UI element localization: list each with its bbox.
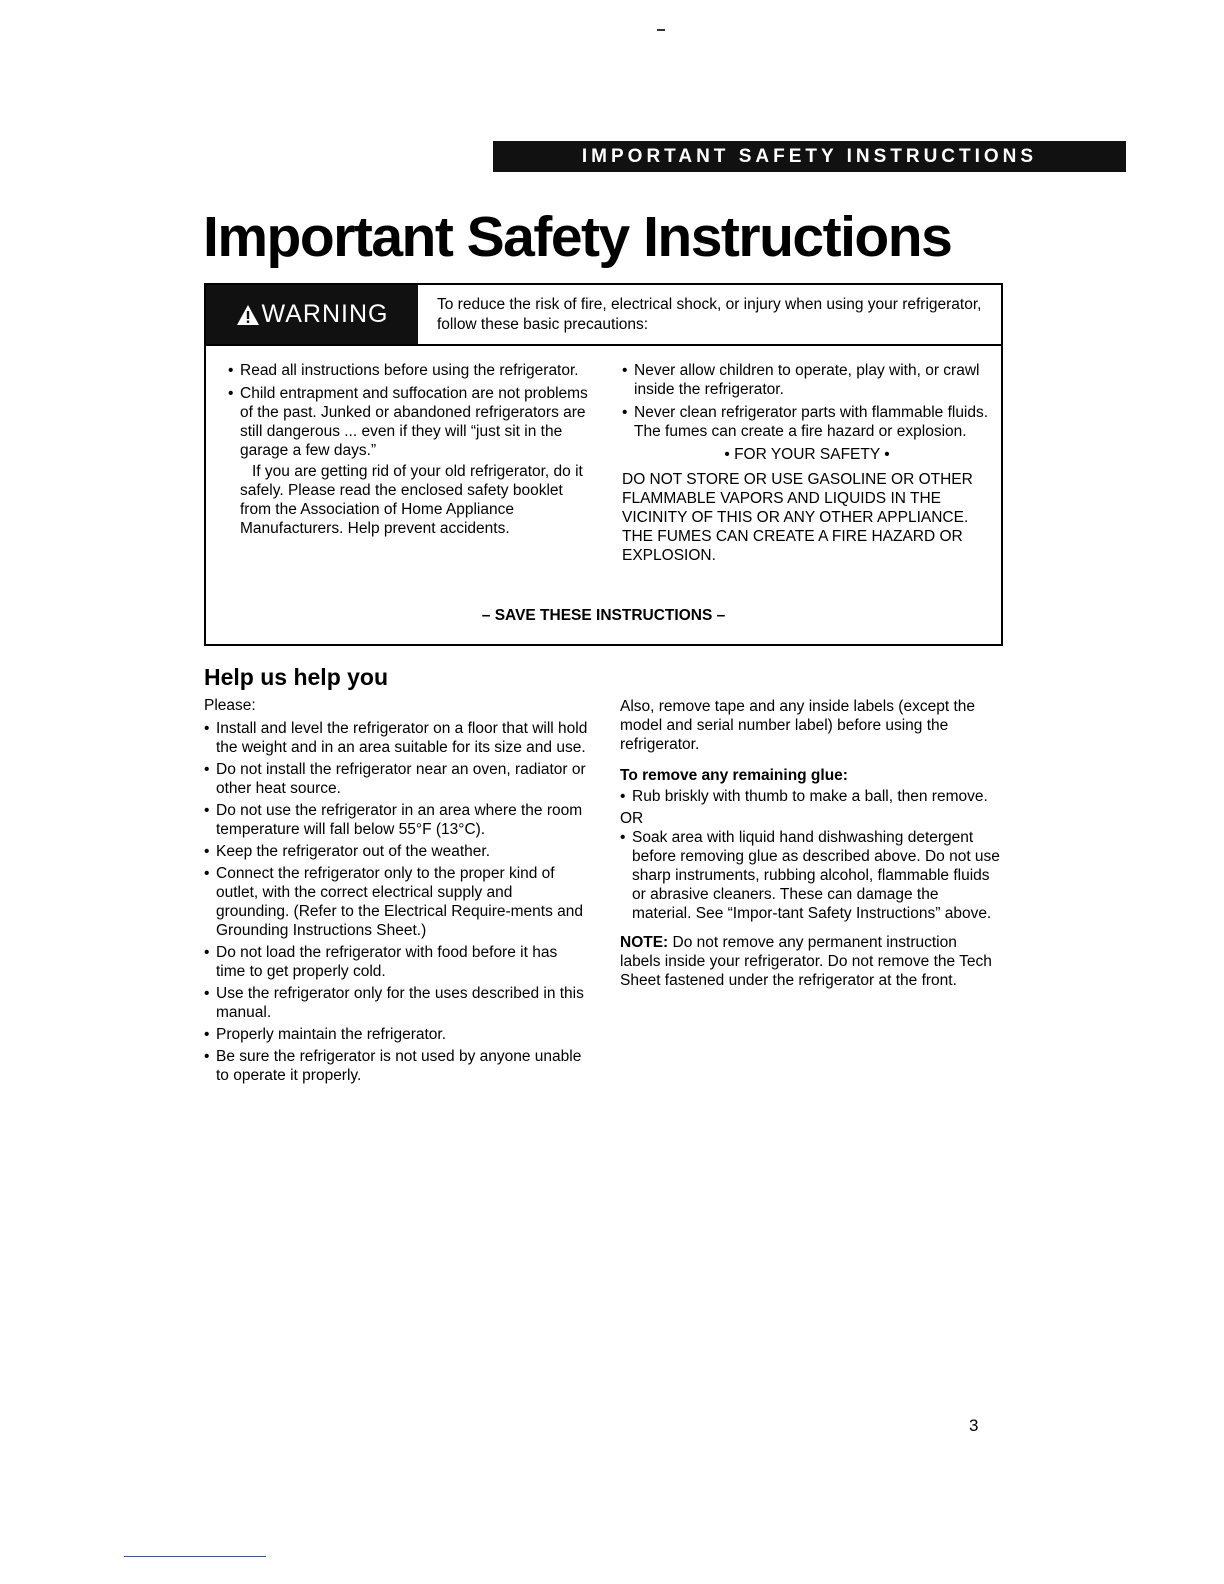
bullet-icon: •	[204, 843, 210, 860]
note-text: Do not remove any permanent instruction labels inside your refrigerator. Do not remove the Tech Sheet fastened under the refrigerator at the front.	[620, 934, 992, 989]
note-label: NOTE:	[620, 934, 669, 951]
bullet-icon: •	[228, 362, 234, 379]
list-item: • Rub briskly with thumb to make a ball, then remove.	[620, 788, 988, 805]
glue-heading: To remove any remaining glue:	[620, 767, 848, 784]
warning-triangle-icon	[236, 304, 260, 326]
list-item: • Install and level the refrigerator on a floor that will hold the weight and in an area suitable for its size and use.	[204, 720, 588, 756]
warning-intro: To reduce the risk of fire, electrical shock, or injury when using your refrigerator, follow these basic precautions:	[437, 296, 982, 333]
bullet-icon: •	[204, 802, 210, 819]
safety-heading: • FOR YOUR SAFETY •	[724, 446, 890, 463]
please-label: Please:	[204, 697, 256, 714]
list-item: • Never allow children to operate, play with, or crawl inside the refrigerator.	[622, 362, 980, 398]
bullet-icon: •	[622, 404, 628, 421]
help-left-column	[204, 696, 589, 1088]
bullet-icon: •	[204, 944, 210, 961]
bullet-icon: •	[204, 761, 210, 778]
list-item: • Connect the refrigerator only to the proper kind of outlet, with the correct electrical supply and grounding. (Refer to the Electrical Require-ments and Grounding Instructions Sheet.)	[204, 865, 584, 939]
list-item: • Use the refrigerator only for the uses described in this manual.	[204, 985, 584, 1021]
section-banner: IMPORTANT SAFETY INSTRUCTIONS	[493, 141, 1126, 172]
warning-box	[204, 283, 1003, 646]
list-item: • Child entrapment and suffocation are not problems of the past. Junked or abandoned refrigerators are still dangerous ... even if they will “just sit in the garage a few days.”	[228, 385, 588, 459]
bullet-icon: •	[204, 720, 210, 737]
warning-label-text: WARNING	[261, 300, 389, 328]
list-item: • Properly maintain the refrigerator.	[204, 1026, 447, 1043]
warning-header	[206, 285, 1001, 346]
bullet-icon: •	[204, 1026, 210, 1043]
remove-labels-paragraph: Also, remove tape and any inside labels (except the model and serial number label) before using the refrigerator.	[620, 698, 975, 753]
footer-rule	[124, 1556, 266, 1557]
warning-right-column	[622, 361, 992, 565]
bullet-icon: •	[620, 829, 626, 846]
bullet-icon: •	[204, 985, 210, 1002]
list-item: • Read all instructions before using the refrigerator.	[228, 362, 579, 379]
warning-left-column	[228, 361, 588, 538]
bullet-icon: •	[622, 362, 628, 379]
or-separator: OR	[620, 810, 644, 827]
list-item: • Do not load the refrigerator with food before it has time to get properly cold.	[204, 944, 558, 980]
list-item: • Keep the refrigerator out of the weather.	[204, 843, 491, 860]
disposal-paragraph: If you are getting rid of your old refrigerator, do it safely. Please read the enclosed safety booklet from the Association of Home Appliance Manufacturers. Help prevent accidents.	[240, 463, 583, 537]
bullet-icon: •	[204, 865, 210, 882]
save-instructions-line: – SAVE THESE INSTRUCTIONS –	[481, 607, 726, 624]
list-item: • Never clean refrigerator parts with flammable fluids. The fumes can create a fire hazard or explosion.	[622, 404, 989, 440]
list-item: • Do not install the refrigerator near an oven, radiator or other heat source.	[204, 761, 586, 797]
list-item: • Do not use the refrigerator in an area where the room temperature will fall below 55°F (13°C).	[204, 802, 583, 838]
page-number: 3	[969, 1416, 979, 1435]
bullet-icon: •	[228, 385, 234, 402]
list-item: • Soak area with liquid hand dishwashing detergent before removing glue as described above. Do not use sharp instruments, rubbing alcohol, flammable fluids or abrasive cleaners. These can damage the material. See “Impor-tant Safety Instructions” above.	[620, 829, 1000, 922]
scan-mark	[657, 29, 665, 31]
bullet-icon: •	[620, 788, 626, 805]
help-right-column	[620, 697, 1000, 998]
page-title: Important Safety Instructions	[203, 205, 952, 269]
warning-label	[206, 285, 418, 344]
note-paragraph	[620, 933, 1000, 990]
bullet-icon: •	[204, 1048, 210, 1065]
list-item: • Be sure the refrigerator is not used by anyone unable to operate it properly.	[204, 1048, 582, 1084]
help-section-title: Help us help you	[204, 664, 389, 690]
safety-caps-text: DO NOT STORE OR USE GASOLINE OR OTHER FLAMMABLE VAPORS AND LIQUIDS IN THE VICINITY OF THIS OR ANY OTHER APPLIANCE. THE FUMES CAN CREATE A FIRE HAZARD OR EXPLOSION.	[622, 471, 973, 564]
